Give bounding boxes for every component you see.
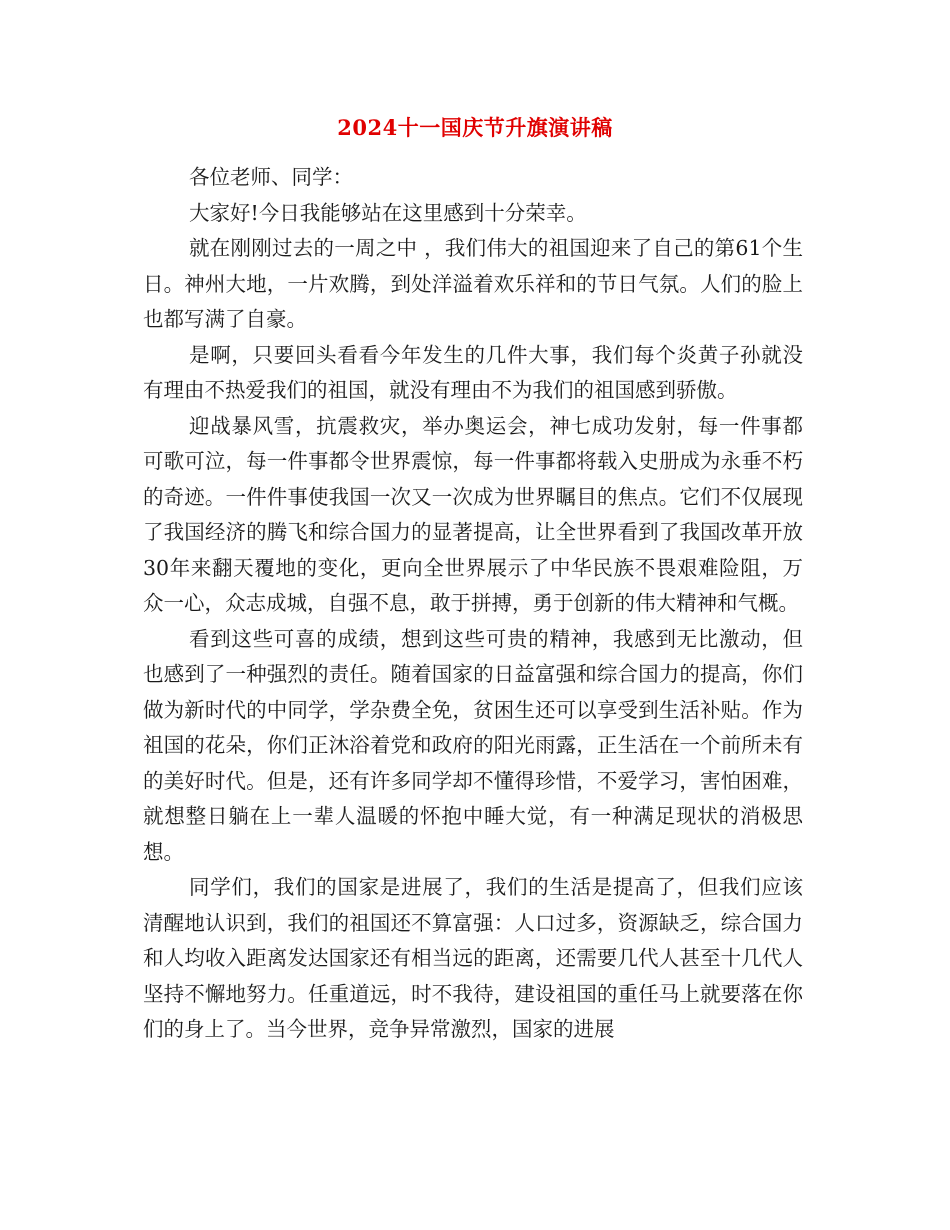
body-paragraph: 同学们，我们的国家是进展了，我们的生活是提高了，但我们应该清醒地认识到，我们的祖国还不算富强：人口过多，资源缺乏，综合国力和人均收入距离发达国家还有相当远的距离，还需要几代人甚至十几代人坚持不懈地努力。任重道远，时不我待，建设祖国的重任马上就要落在你们的身上了。当今世界，竞争异常激烈，国家的进展 [143,875,803,1041]
body-paragraph: 迎战暴风雪，抗震救灾，举办奥运会，神七成功发射，每一件事都可歌可泣，每一件事都令世界震惊，每一件事都将载入史册成为永垂不朽的奇迹。一件件事使我国一次又一次成为世界瞩目的焦点。它们不仅展现了我国经济的腾飞和综合国力的显著提高，让全世界看到了我国改革开放30年来翻天覆地的变化，更向全世界展示了中华民族不畏艰难险阻，万众一心，众志成城，自强不息，敢于拼搏，勇于创新的伟大精神和气概。 [143,413,803,615]
greeting-paragraph: 大家好!今日我能够站在这里感到十分荣幸。 [189,200,587,225]
document-title: 2024十一国庆节升旗演讲稿 [337,115,613,140]
body-paragraph: 就在刚刚过去的一周之中 ，我们伟大的祖国迎来了自己的第61个生日。神州大地，一片欢腾，到处洋溢着欢乐祥和的节日气氛。人们的脸上也都写满了自豪。 [143,236,803,331]
body-paragraph: 是啊，只要回头看看今年发生的几件大事，我们每个炎黄子孙就没有理由不热爱我们的祖国，就没有理由不为我们的祖国感到骄傲。 [143,342,803,402]
salutation-paragraph: 各位老师、同学： [189,165,353,189]
document-body [143,160,803,1048]
body-paragraph: 看到这些可喜的成绩，想到这些可贵的精神，我感到无比激动，但也感到了一种强烈的责任。随着国家的日益富强和综合国力的提高，你们做为新时代的中同学，学杂费全免，贫困生还可以享受到生活补贴。作为祖国的花朵，你们正沐浴着党和政府的阳光雨露，正生活在一个前所未有的美好时代。但是，还有许多同学却不懂得珍惜，不爱学习，害怕困难，就想整日躺在上一辈人温暖的怀抱中睡大觉，有一种满足现状的消极思想。 [143,626,803,864]
